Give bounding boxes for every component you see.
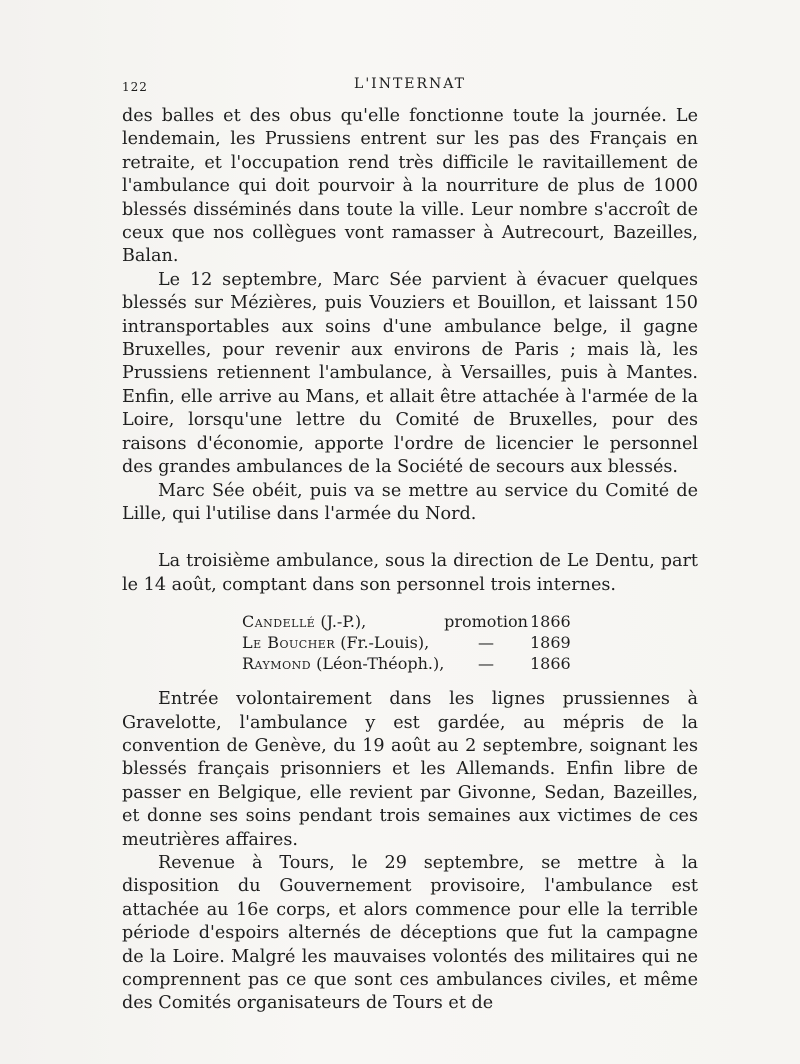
intern-row — [242, 653, 698, 674]
intern-surname: Raymond — [242, 654, 312, 674]
running-head: L'INTERNAT — [354, 76, 466, 92]
interns-list — [122, 611, 698, 674]
paragraph-continuation: des balles et des obus qu'elle fonctionne toute la journée. Le lendemain, les Prussiens entrent sur les pas des Français en retraite, et l'occupation rend très difficile le ravitaillement de l'ambulance qui doit pourvoir à la nourriture de plus de 1000 blessés disséminés dans toute la ville. Leur nombre s'accroît de ceux que nos collègues vont ramasser à Autrecourt, Bazeilles, Balan. — [122, 106, 698, 267]
intern-year: 1869 — [530, 633, 571, 653]
intern-surname: Candellé — [242, 612, 316, 632]
paragraph: Entrée volontairement dans les lignes prussiennes à Gravelotte, l'ambulance y est gardée, au mépris de la convention de Genève, du 19 août au 2 septembre, soignant les blessés français prisonniers et les Allemands. Enfin libre de passer en Belgique, elle revient par Givonne, Sedan, Bazeilles, et donne ses soins pendant trois semaines aux victimes de ces meutrières affaires. — [122, 689, 698, 850]
page-number: 122 — [122, 80, 148, 94]
intern-row — [242, 632, 698, 653]
paragraph: Revenue à Tours, le 29 septembre, se mettre à la disposition du Gouvernement provisoire, l'ambulance est attachée au 16e corps, et alors commence pour elle la terrible période d'espoirs alternés de déceptions que fut la campagne de la Loire. Malgré les mauvaises volontés des militaires qui ne comprennent pas ce que sont ces ambulances civiles, et même des Comités organisateurs de Tours et de — [122, 852, 698, 1014]
intern-given-names: (Léon-Théoph.), — [316, 654, 445, 674]
intern-name — [242, 632, 442, 653]
intern-promotion: promotion — [444, 612, 528, 632]
page-header — [122, 76, 698, 98]
intern-surname: Le Boucher — [242, 633, 336, 653]
intern-year: 1866 — [530, 612, 571, 632]
intern-given-names: (Fr.-Louis), — [340, 633, 430, 653]
paragraph: La troisième ambulance, sous la direction de Le Dentu, part le 14 août, comptant dans son personnel trois internes. — [122, 551, 698, 595]
intern-year: 1866 — [530, 654, 571, 674]
intern-given-names: (J.-P.), — [320, 612, 367, 632]
intern-name — [242, 653, 445, 674]
paragraph: Marc Sée obéit, puis va se mettre au service du Comité de Lille, qui l'utilise dans l'armée du Nord. — [122, 480, 698, 524]
body-text — [122, 105, 698, 1016]
intern-row — [242, 611, 698, 632]
intern-promotion: — — [478, 633, 494, 653]
section-gap — [122, 526, 698, 550]
paragraph: Le 12 septembre, Marc Sée parvient à évacuer quelques blessés sur Mézières, puis Vouziers et Bouillon, et laissant 150 intransportables aux soins d'une ambulance belge, il gagne Bruxelles, pour revenir aux environs de Paris ; mais là, les Prussiens retiennent l'ambulance, à Versailles, puis à Mantes. Enfin, elle arrive au Mans, et allait être attachée à l'armée de la Loire, lorsqu'une lettre du Comité de Bruxelles, pour des raisons d'économie, apporte l'ordre de licencier le personnel des grandes ambulances de la Société de secours aux blessés. — [122, 269, 698, 478]
intern-name — [242, 611, 442, 632]
intern-promotion: — — [478, 654, 494, 674]
